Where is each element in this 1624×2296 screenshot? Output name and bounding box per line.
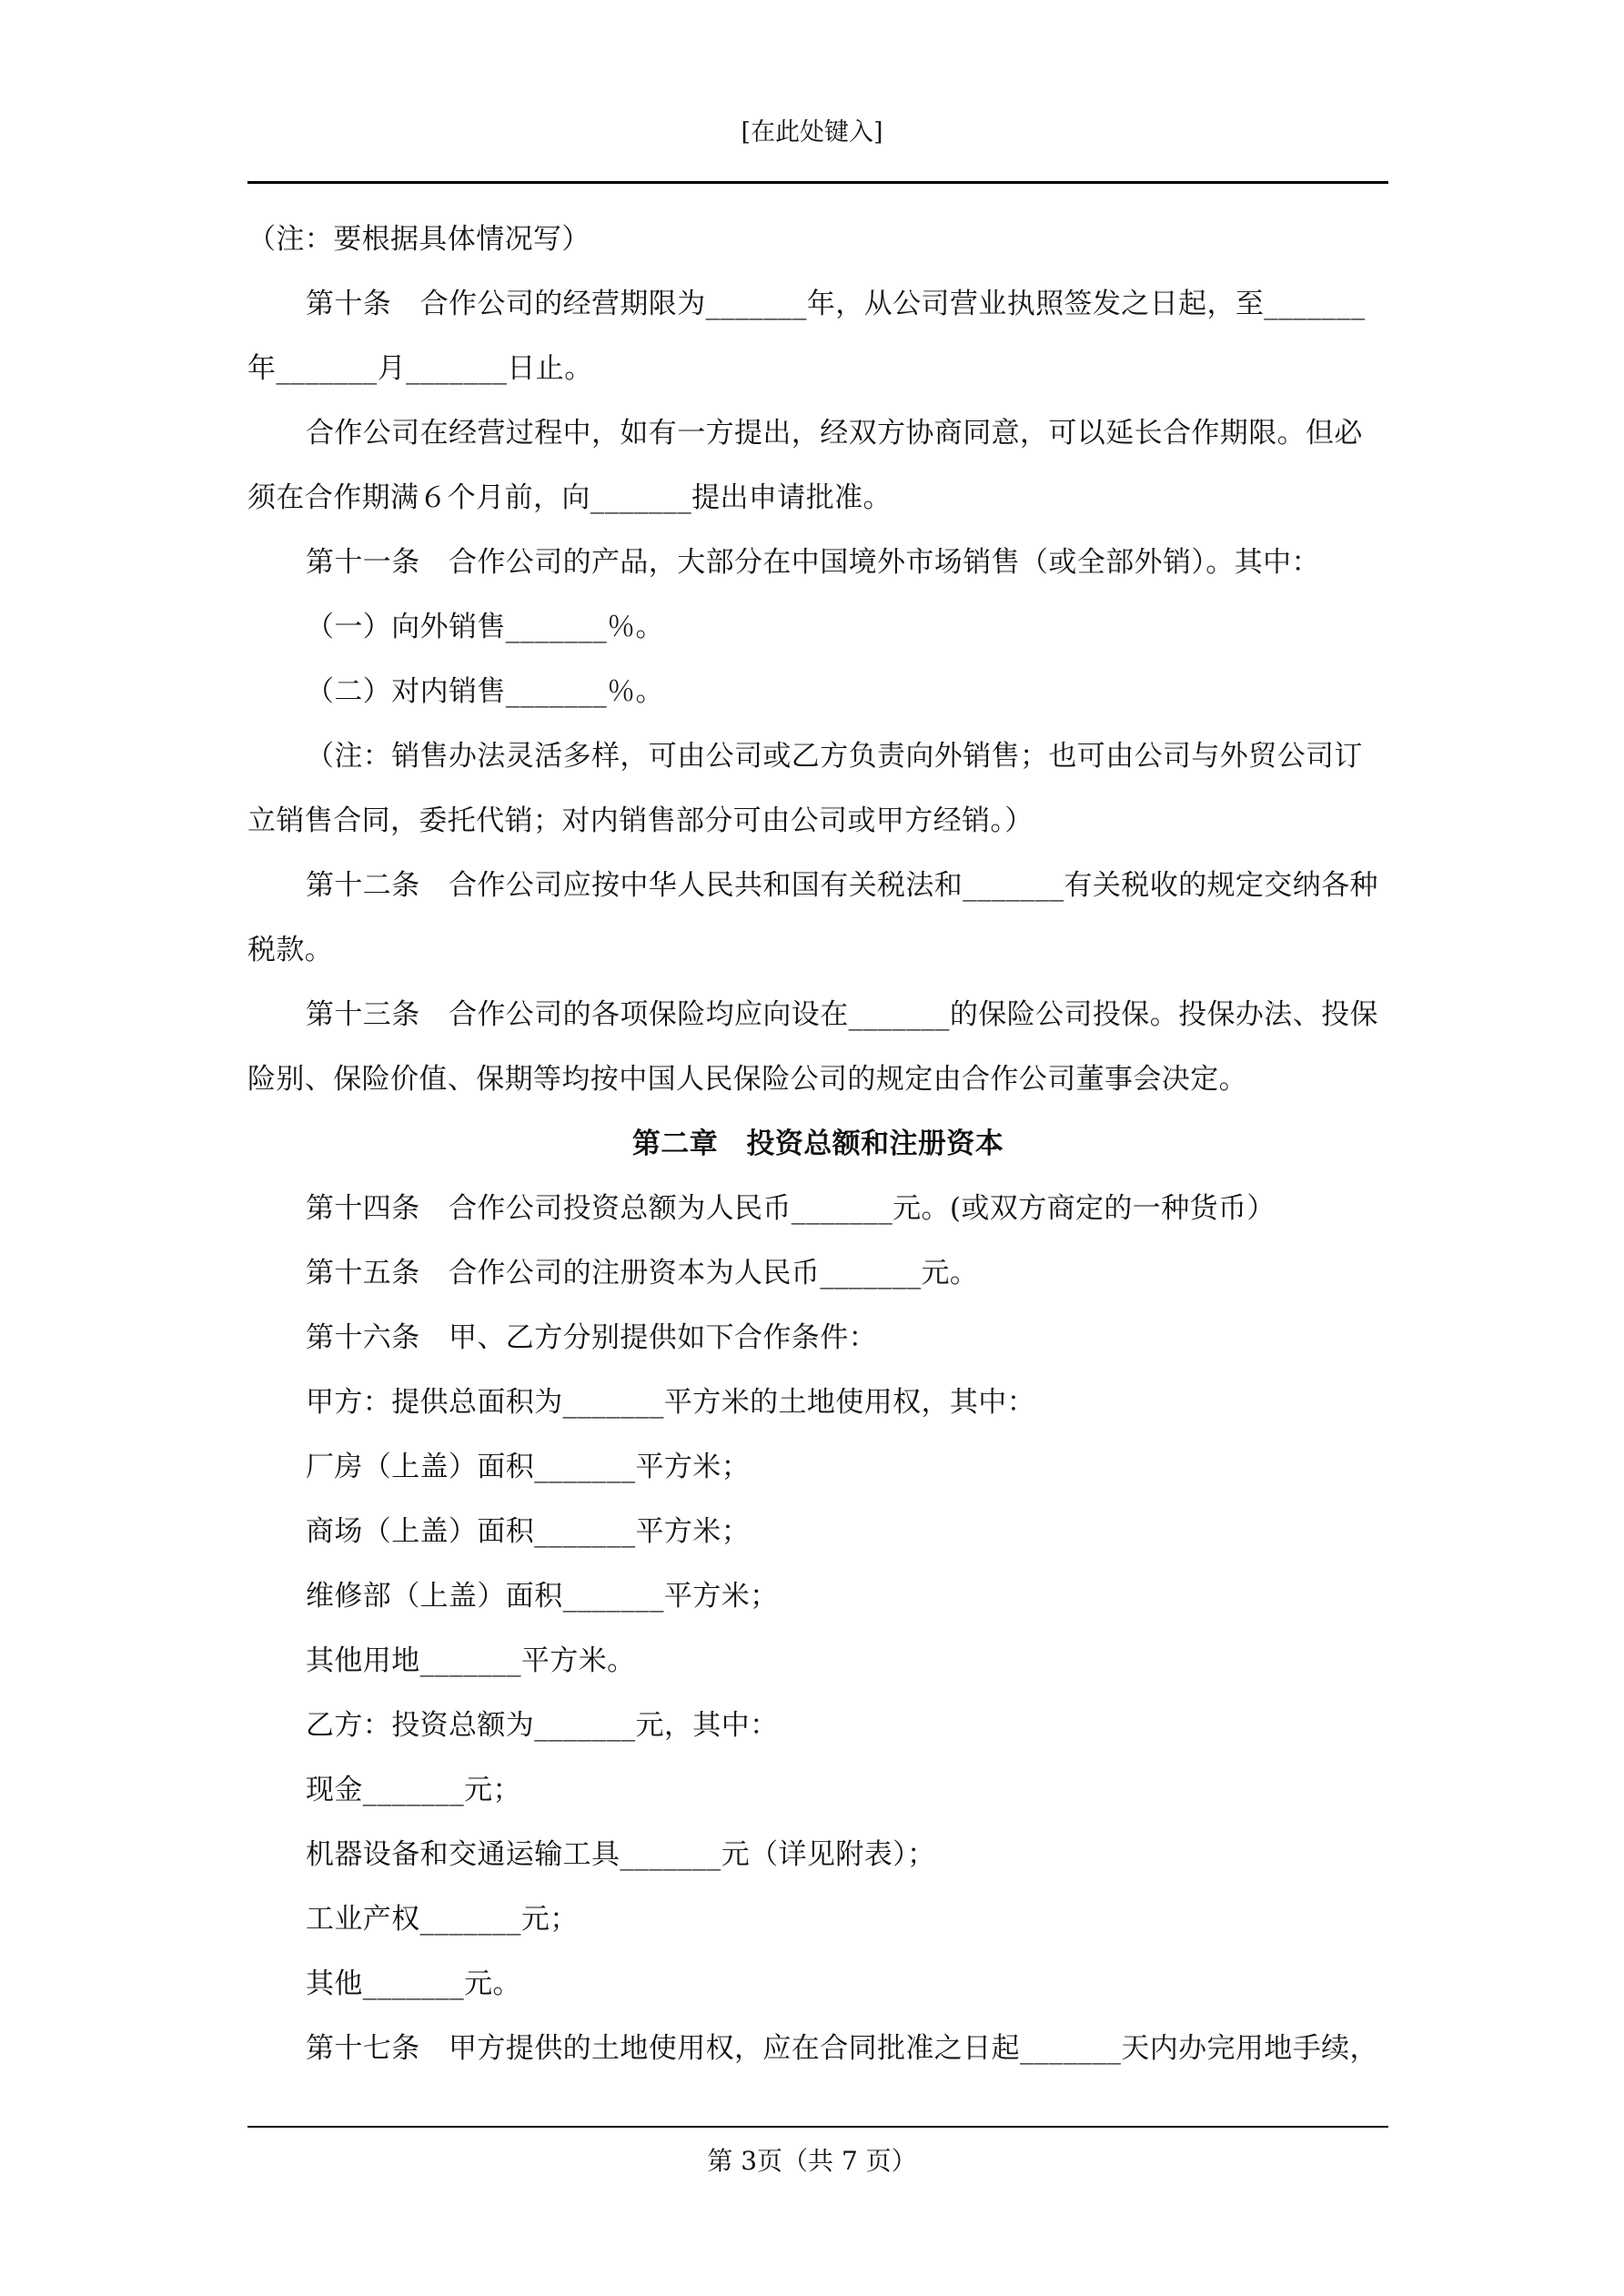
machinery-item: 机器设备和交通运输工具_______元（详见附表）； — [306, 1838, 936, 1871]
header-rule — [247, 181, 1388, 184]
sales-note: （注：销售办法灵活多样，可由公司或乙方负责向外销售；也可由公司与外贸公司订立销售合同，委托代销；对内销售部分可由公司或甲方经销。） — [247, 740, 1363, 837]
cash-item: 现金_______元； — [306, 1774, 521, 1806]
other-item: 其他_______元。 — [306, 1967, 521, 2000]
page-footer: 第 3页（共 7 页） — [707, 2146, 917, 2176]
article-11-item-1: （一）向外销售_______％。 — [306, 611, 664, 643]
repair-area: 维修部（上盖）面积_______平方米； — [306, 1580, 779, 1613]
party-b-investment: 乙方：投资总额为_______元，其中： — [306, 1709, 779, 1742]
document-body — [247, 207, 1388, 2081]
other-land: 其他用地_______平方米。 — [306, 1644, 636, 1677]
article-17: 第十七条 甲方提供的土地使用权，应在合同批准之日起_______天内办完用地手续， — [306, 2032, 1378, 2065]
party-a-land: 甲方：提供总面积为_______平方米的土地使用权，其中： — [306, 1386, 1036, 1419]
article-14: 第十四条 合作公司投资总额为人民币_______元。(或双方商定的一种货币） — [306, 1192, 1276, 1225]
footer-rule — [247, 2126, 1388, 2128]
article-12: 第十二条 合作公司应按中华人民共和国有关税法和_______有关税收的规定交纳各种税款。 — [247, 869, 1378, 966]
article-11: 第十一条 合作公司的产品，大部分在中国境外市场销售（或全部外销）。其中： — [306, 546, 1320, 579]
article-13: 第十三条 合作公司的各项保险均应向设在_______的保险公司投保。投保办法、投保险别、保险价值、保期等均按中国人民保险公司的规定由合作公司董事会决定。 — [247, 998, 1378, 1096]
article-10: 第十条 合作公司的经营期限为_______年，从公司营业执照签发之日起，至_______年_______月_______日止。 — [247, 288, 1366, 385]
chapter-2-heading: 第二章 投资总额和注册资本 — [631, 1128, 1004, 1160]
ip-item: 工业产权_______元； — [306, 1903, 579, 1936]
note-paragraph: （注：要根据具体情况写） — [247, 223, 590, 256]
article-16: 第十六条 甲、乙方分别提供如下合作条件： — [306, 1321, 877, 1354]
article-15: 第十五条 合作公司的注册资本为人民币_______元。 — [306, 1257, 979, 1290]
factory-area: 厂房（上盖）面积_______平方米； — [306, 1451, 751, 1483]
article-11-item-2: （二）对内销售_______％。 — [306, 675, 664, 708]
mall-area: 商场（上盖）面积_______平方米； — [306, 1515, 751, 1548]
page-header: [在此处键入] — [741, 118, 883, 147]
article-10-extension: 合作公司在经营过程中，如有一方提出，经双方协商同意，可以延长合作期限。但必须在合作期满６个月前，向_______提出申请批准。 — [247, 417, 1363, 514]
